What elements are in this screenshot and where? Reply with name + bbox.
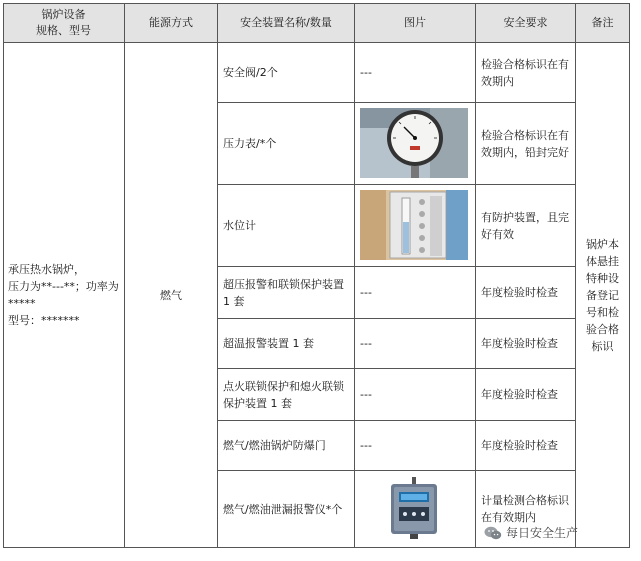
header-picture: 图片: [355, 3, 476, 43]
picture-cell: ---: [355, 267, 476, 319]
picture-cell: [355, 471, 476, 548]
energy-cell: 燃气: [125, 43, 218, 548]
picture-cell: [355, 185, 476, 267]
header-energy: 能源方式: [125, 3, 218, 43]
device-cell: 超压报警和联锁保护装置 1 套: [218, 267, 355, 319]
device-cell: 水位计: [218, 185, 355, 267]
boiler-line1: 承压热水锅炉，: [8, 263, 85, 276]
header-boiler-line2: 规格、型号: [36, 23, 91, 37]
boiler-line3: 型号：*******: [8, 314, 80, 327]
boiler-line2: 压力为**---**；功率为*****: [8, 280, 119, 310]
wechat-icon: [484, 526, 502, 540]
device-cell: 超温报警装置 1 套: [218, 319, 355, 369]
requirement-cell: 计量检测合格标识在有效期内: [476, 471, 576, 548]
remark-cell: 锅炉本体悬挂特种设备登记号和检验合格标识: [576, 43, 630, 548]
requirement-cell: 年度检验时检查: [476, 421, 576, 471]
requirement-cell: 检验合格标识在有效期内，铅封完好: [476, 103, 576, 185]
requirement-cell: 年度检验时检查: [476, 267, 576, 319]
picture-cell: ---: [355, 421, 476, 471]
watermark-text: 每日安全生产: [506, 526, 579, 540]
safety-device-table: [3, 3, 630, 548]
header-boiler-line1: 锅炉设备: [41, 7, 86, 21]
requirement-cell: 检验合格标识在有效期内: [476, 43, 576, 103]
gas-leak-alarm-photo: [383, 477, 445, 539]
picture-cell: ---: [355, 319, 476, 369]
pressure-gauge-photo: [360, 108, 468, 178]
boiler-spec-cell: [3, 43, 125, 548]
device-cell: 压力表/*个: [218, 103, 355, 185]
picture-cell: [355, 103, 476, 185]
requirement-cell: 年度检验时检查: [476, 319, 576, 369]
header-device: 安全装置名称/数量: [218, 3, 355, 43]
header-remark: 备注: [576, 3, 630, 43]
watermark: [484, 524, 578, 541]
header-boiler-spec: [3, 3, 125, 43]
picture-cell: ---: [355, 43, 476, 103]
water-level-gauge-photo: [360, 190, 468, 260]
picture-cell: ---: [355, 369, 476, 421]
device-cell: 安全阀/2个: [218, 43, 355, 103]
requirement-cell: 有防护装置，且完好有效: [476, 185, 576, 267]
requirement-cell: 年度检验时检查: [476, 369, 576, 421]
device-cell: 燃气/燃油泄漏报警仪*个: [218, 471, 355, 548]
device-cell: 点火联锁保护和熄火联锁保护装置 1 套: [218, 369, 355, 421]
device-cell: 燃气/燃油锅炉防爆门: [218, 421, 355, 471]
header-requirement: 安全要求: [476, 3, 576, 43]
